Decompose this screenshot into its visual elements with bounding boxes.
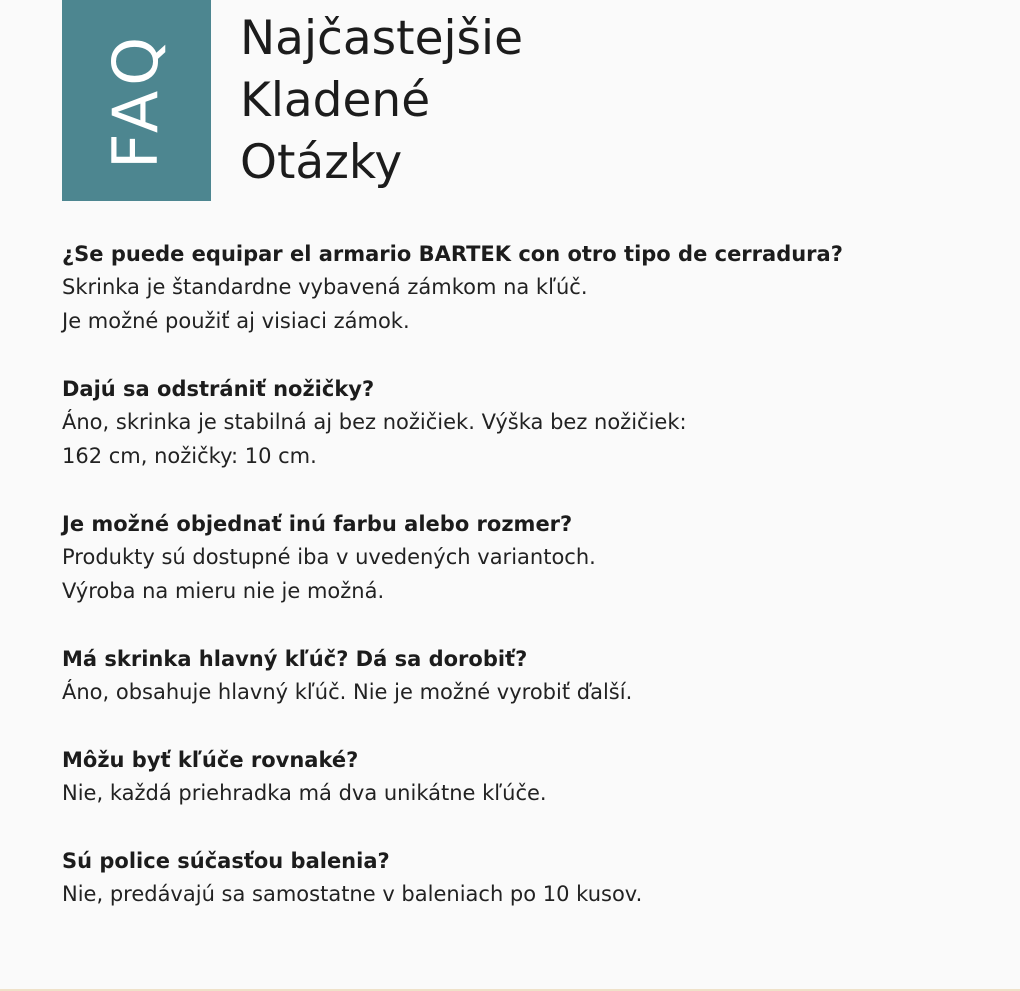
faq-item: [62, 238, 1002, 338]
faq-answer-line: Je možné použiť aj visiaci zámok.: [62, 309, 410, 333]
page-title-line: Otázky: [240, 135, 403, 190]
faq-item: [62, 373, 1002, 473]
page-title-line: Najčastejšie: [240, 11, 524, 66]
faq-answer: [62, 540, 1002, 608]
faq-question: ¿Se puede equipar el armario BARTEK con otro tipo de cerradura?: [62, 242, 843, 266]
faq-item: [62, 744, 1002, 810]
faq-question: Má skrinka hlavný kľúč? Dá sa dorobiť?: [62, 647, 528, 671]
faq-answer: [62, 675, 1002, 709]
faq-answer: [62, 776, 1002, 810]
faq-question: Je možné objednať inú farbu alebo rozmer?: [62, 512, 573, 536]
faq-item: [62, 643, 1002, 709]
faq-answer: [62, 405, 1002, 473]
faq-answer: [62, 877, 1002, 911]
faq-badge: [62, 0, 211, 201]
faq-question: Môžu byť kľúče rovnaké?: [62, 748, 359, 772]
page-title-line: Kladené: [240, 73, 431, 128]
faq-question: Dajú sa odstrániť nožičky?: [62, 377, 375, 401]
faq-answer-line: Výroba na mieru nie je možná.: [62, 579, 385, 603]
faq-answer: [62, 270, 1002, 338]
faq-answer-line: 162 cm, nožičky: 10 cm.: [62, 444, 317, 468]
faq-answer-line: Skrinka je štandardne vybavená zámkom na kľúč.: [62, 275, 588, 299]
faq-answer-line: Áno, skrinka je stabilná aj bez nožičiek. Výška bez nožičiek:: [62, 410, 687, 434]
faq-answer-line: Nie, každá priehradka má dva unikátne kľúče.: [62, 781, 547, 805]
faq-item: [62, 508, 1002, 608]
faq-answer-line: Nie, predávajú sa samostatne v baleniach po 10 kusov.: [62, 882, 643, 906]
faq-item: [62, 845, 1002, 911]
faq-answer-line: Produkty sú dostupné iba v uvedených variantoch.: [62, 545, 596, 569]
faq-answer-line: Áno, obsahuje hlavný kľúč. Nie je možné vyrobiť ďalší.: [62, 680, 633, 704]
faq-list: [62, 238, 1002, 946]
page-title: [240, 8, 523, 194]
faq-badge-label: FAQ: [99, 30, 172, 170]
faq-question: Sú police súčasťou balenia?: [62, 849, 390, 873]
